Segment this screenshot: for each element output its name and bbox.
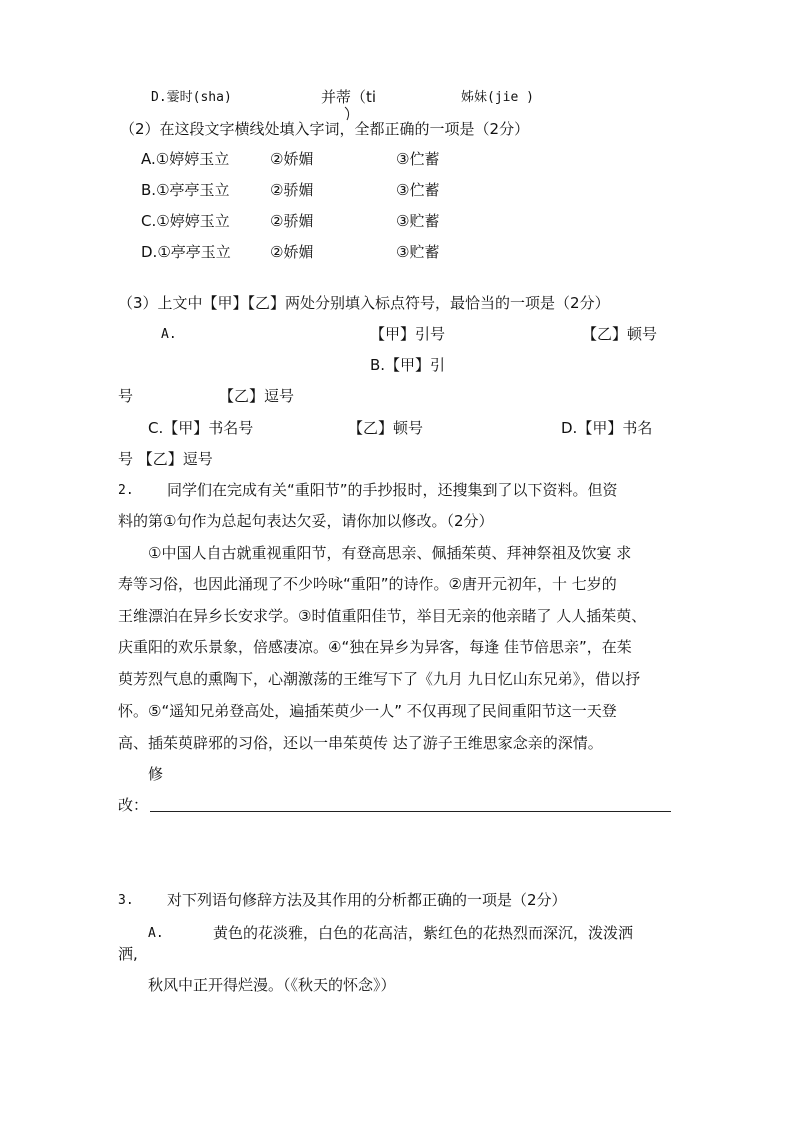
q1-part3-b-part2: 号 — [118, 387, 134, 405]
q1-part3-a-jia: 【甲】引号 — [370, 325, 446, 343]
q1-option-d-label: D.霎时(sha) — [151, 90, 232, 105]
q1-part2-stem: （2）在这段文字横线处填入字词，全都正确的一项是（2分） — [120, 120, 530, 138]
q2-revise-part2: 改： — [118, 796, 149, 814]
q1-part3-c-label: C.【甲】书名号 — [148, 419, 254, 437]
q1-part3-b-part1: B.【甲】引 — [370, 356, 446, 374]
q2-passage-line: 寿等习俗，也因此涌现了不少吟咏“重阳”的诗作。②唐开元初年，十 七岁的 — [118, 575, 617, 593]
q1-part2-option-b-c3: ③伫蓄 — [396, 181, 440, 199]
q1-part2-option-b-c2: ②骄媚 — [270, 181, 314, 199]
q1-part2-option-c-c2: ②骄媚 — [270, 212, 314, 230]
q1-part2-option-b: B.①亭亭玉立 — [141, 181, 230, 199]
q2-passage-line: 怀。⑤“遥知兄弟登高处，遍插茱萸少一人” 不仅再现了民间重阳节这一天登 — [118, 702, 617, 720]
q1-part3-a-yi: 【乙】顿号 — [582, 325, 658, 343]
q1-part2-option-d-c3: ③贮蓄 — [396, 243, 440, 261]
q2-passage-line: 高、插茱萸辟邪的习俗，还以一串茱萸传 达了游子王维思家念亲的深情。 — [118, 734, 603, 752]
q3-number: 3. — [118, 893, 134, 908]
answer-line[interactable] — [150, 811, 671, 812]
q3-a-wrap: 洒, — [118, 945, 138, 963]
q2-stem-line2: 料的第①句作为总起句表达欠妥，请你加以修改。（2分） — [118, 512, 494, 530]
q3-a-line2: 秋风中正开得烂漫。（《秋天的怀念》） — [148, 976, 396, 994]
q1-part2-option-d: D.①亭亭玉立 — [141, 243, 231, 261]
q1-part3-d-part2: 号 【乙】逗号 — [118, 450, 213, 468]
q1-part2-option-a: A.①婷婷玉立 — [141, 150, 230, 168]
q1-part3-c-yi: 【乙】顿号 — [348, 419, 424, 437]
q1-part3-d-part1: D.【甲】书名 — [561, 419, 653, 437]
q1-part2-option-d-c2: ②娇媚 — [270, 243, 314, 261]
q2-passage-line: ①中国人自古就重视重阳节，有登高思亲、佩插茱萸、拜神祭祖及饮宴 求 — [148, 544, 632, 562]
q2-passage-line: 萸芳烈气息的熏陶下，心潮激荡的王维写下了《九月 九日忆山东兄弟》，借以抒 — [118, 670, 641, 688]
q1-part3-stem: （3）上文中【甲】【乙】两处分别填入标点符号，最恰当的一项是（2分） — [118, 294, 610, 312]
q1-part2-option-c-c3: ③贮蓄 — [396, 212, 440, 230]
q3-stem: 对下列语句修辞方法及其作用的分析都正确的一项是（2分） — [167, 891, 567, 909]
q3-a-text: 黄色的花淡雅，白色的花高洁，紫红色的花热烈而深沉，泼泼洒 — [213, 924, 634, 942]
q1-option-d-word2: 并蒂（ti — [321, 88, 377, 106]
q2-number: 2. — [118, 483, 134, 498]
q1-part3-a-label: A. — [161, 327, 177, 342]
q3-a-label: A. — [148, 926, 164, 941]
q2-stem-line1: 同学们在完成有关“重阳节”的手抄报时，还搜集到了以下资料。但资 — [167, 481, 618, 499]
q1-part2-option-a-c3: ③伫蓄 — [396, 150, 440, 168]
q1-part3-b-yi: 【乙】逗号 — [219, 387, 295, 405]
q2-passage-line: 庆重阳的欢乐景象，倍感凄凉。④“独在异乡为异客，每逢 佳节倍思亲”，在茱 — [118, 638, 632, 656]
q2-passage-line: 王维漂泊在异乡长安求学。③时值重阳佳节，举目无亲的他亲睹了 人人插茱萸、 — [118, 607, 647, 625]
q1-option-d-word3: 姊妹(jie ) — [461, 90, 534, 105]
q1-part2-option-a-c2: ②娇媚 — [270, 150, 314, 168]
q1-part2-option-c: C.①婷婷玉立 — [141, 212, 230, 230]
q2-revise-part1: 修 — [148, 765, 164, 783]
